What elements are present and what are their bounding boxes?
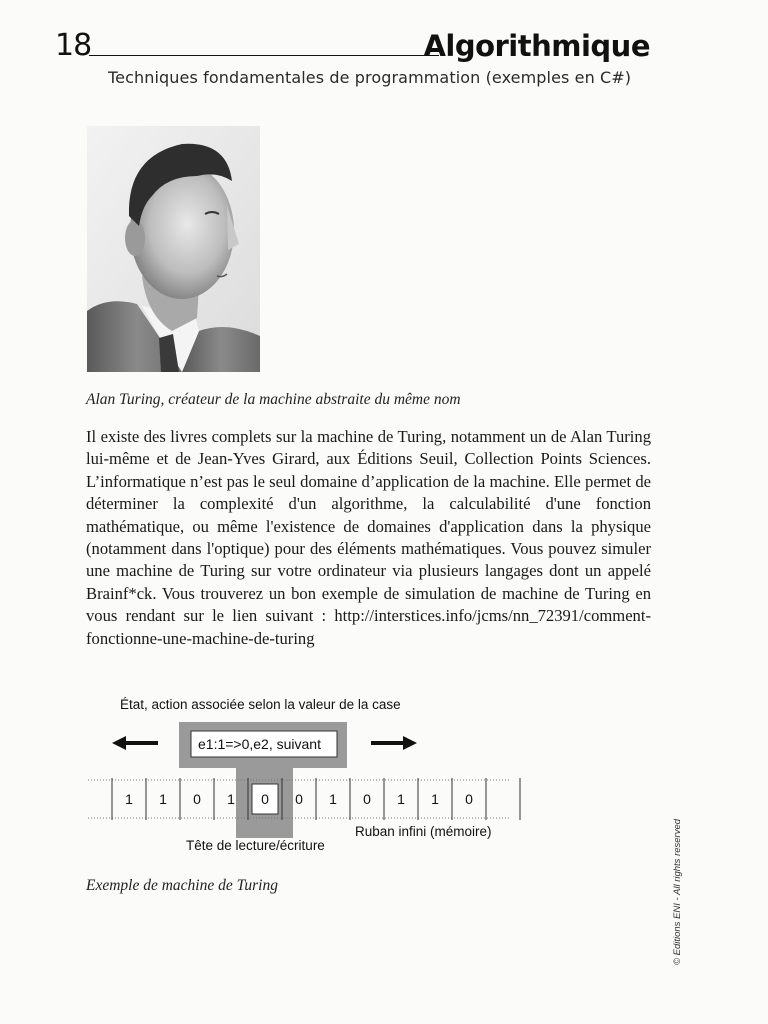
- tape-cell: 0: [193, 791, 201, 807]
- action-text: e1:1=>0,e2, suivant: [198, 736, 321, 752]
- tape-cell: 1: [159, 791, 167, 807]
- diagram-caption: Exemple de machine de Turing: [86, 877, 278, 894]
- page-number: 18: [55, 28, 92, 63]
- portrait-caption: Alan Turing, créateur de la machine abstraite du même nom: [86, 391, 461, 408]
- head-label: Tête de lecture/écriture: [186, 838, 325, 853]
- portrait-photo: [87, 126, 260, 372]
- tape-cell: 0: [465, 791, 473, 807]
- tape-label: Ruban infini (mémoire): [355, 824, 492, 839]
- tape-cell: 0: [363, 791, 371, 807]
- tape-cell: 1: [125, 791, 133, 807]
- book-title: Algorithmique: [423, 29, 650, 63]
- tape-cell: 1: [431, 791, 439, 807]
- tape-cell: 1: [397, 791, 405, 807]
- arrow-right-icon: [371, 736, 417, 750]
- book-subtitle: Techniques fondamentales de programmation (exemples en C#): [108, 68, 632, 87]
- state-label: État, action associée selon la valeur de la case: [120, 697, 401, 712]
- tape-cell: 0: [261, 791, 269, 807]
- arrow-left-icon: [112, 736, 158, 750]
- tape-cell: 1: [329, 791, 337, 807]
- turing-machine-diagram: [80, 690, 530, 865]
- header-rule: [89, 55, 439, 56]
- copyright-notice: © Editions ENI - All rights reserved: [672, 818, 683, 965]
- tape-cell: 1: [227, 791, 235, 807]
- tape-cell: 0: [295, 791, 303, 807]
- body-paragraph: Il existe des livres complets sur la machine de Turing, notamment un de Alan Turing lui-même et de Jean-Yves Girard, aux Éditions Seuil, Collection Points Sciences. L’informatique n’est pas le seul domaine d’application de la machine. Elle permet de déterminer la complexité d'un algorithme, la calculabilité d'une fonction mathématique, ou même l'existence de domaines d'application dans la physique (notamment dans l'optique) pour des éléments mathématiques. Vous pouvez simuler une machine de Turing sur votre ordinateur via plusieurs langages dont un appelé Brainf*ck. Vous trouverez un bon exemple de simulation de machine de Turing en vous rendant sur le lien suivant : http://interstices.info/jcms/nn_72391/comment-fonctionne-une-machine-de-turing: [86, 427, 651, 648]
- tape-cells: [112, 778, 520, 820]
